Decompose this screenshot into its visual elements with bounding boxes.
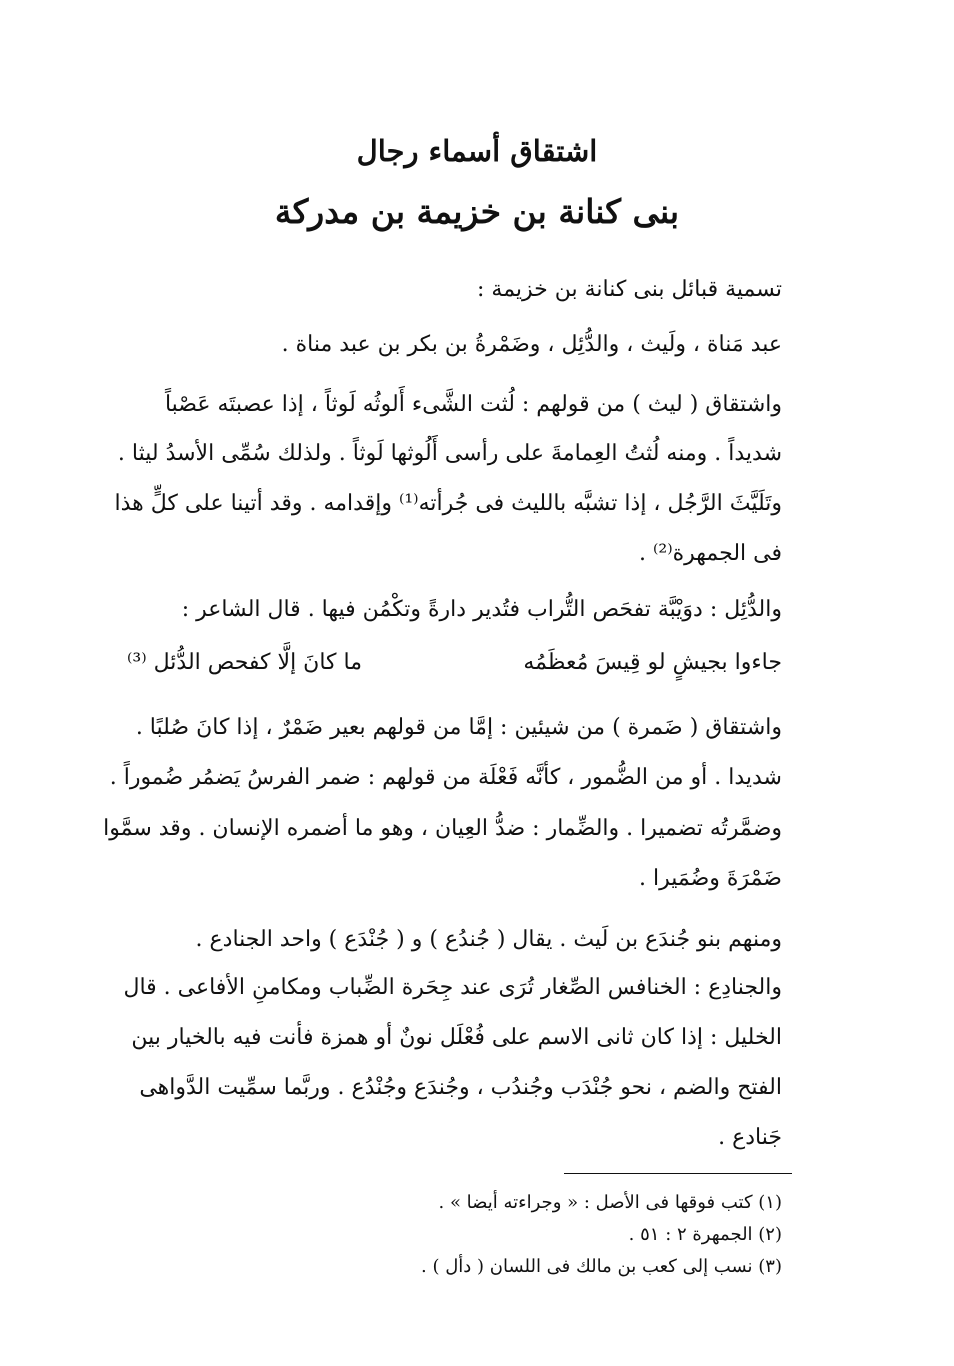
verse-hemistich: ما كانَ إلَّا كفحص الدُّئل ⁽³⁾ <box>127 650 362 675</box>
text-line: وضمَّرتُه تضميرا . والضِّمار : ضدُّ العِيان ، وهو ما أضمره الإنسان . وقد سمَّوا <box>103 816 782 841</box>
footnote: (٢) الجمهرة ٢ : ٥١ . <box>628 1224 782 1245</box>
text-line: واشتقاق ( ليث ) من قولهم : لُثت الشَّىء أَلوثُه لَوثاً ، إذا عصبتَه عَصْباً <box>164 392 782 417</box>
intro-line: تسمية قبائل بنى كنانة بن خزيمة : <box>477 277 782 302</box>
text-line: واشتقاق ( ضَمرة ) من شيئين : إمَّا من قولهم بعير ضَمْرٌ ، إذا كانَ صُلبًا . <box>135 715 782 740</box>
text-line: جَنادع . <box>718 1125 782 1150</box>
text-line: شديدا . أو من الضُّمور ، كأنَّه فَعْلَة من قولهم : ضمر الفرسُ يَضمُر ضُموراً . <box>109 765 782 790</box>
text-line: والجنادِع : الخنافس الصِّغار تُرَى عند جِحَرة الضِّباب ومكامنِ الأفاعى . قال <box>123 975 782 1000</box>
text-line: فى الجمهرة⁽²⁾ . <box>638 541 782 566</box>
verse-hemistich: جاءوا بجيشٍ لو قِيسَ مُعظَمُه <box>523 650 782 675</box>
text-line: وتَلَيَّثَ الرَّجُل ، إذا تشبَّه بالليث فى جُرأته⁽¹⁾ وإقدامه . وقد أتينا على كلٍّ هذا <box>114 491 782 516</box>
text-line: شديداً . ومنه لُثتُ العِمامةَ على رأسى أَلُوثها لَوثاً . ولذلك سُمِّى الأسدُ ليثا . <box>117 441 782 466</box>
chapter-title: اشتقاق أسماء رجال <box>356 134 598 168</box>
text-line: والدُّئِل : دوَيْبَّة تفحَص التُّراب فتُدير دارةً وتكْمُن فيها . قال الشاعر : <box>181 597 782 622</box>
footnote: (٣) نسب إلى كعب بن مالك فى اللسان ( دأل ) . <box>421 1256 782 1277</box>
poem-verse <box>127 648 782 678</box>
text-line: الخليل : إذا كان ثانى الاسم على فُعْلَل نونٌ أو همزة فأنت فيه بالخيار بين <box>131 1025 782 1050</box>
text-line: الفتح والضم ، نحو جُنْدَب وجُندُب ، وجُندَع وجُنْدُع . وربَّما سمِّيت الدَّواهى <box>139 1075 782 1100</box>
tribe-list-line: عبد مَناة ، ولَيث ، والدُّئِل ، وضَمْرةُ بن بكر بن عبد مناة . <box>281 332 782 357</box>
text-line: ضَمْرَةَ وضُمَيرا . <box>639 866 782 891</box>
footnote-divider <box>564 1173 792 1174</box>
footnote: (١) كتب فوقها فى الأصل : « وجراءته أيضا » . <box>438 1192 782 1213</box>
text-line: ومنهم بنو جُندَع بن لَيث . يقال ( جُندُع ) و ( جُنْدَع ) واحد الجنادع . <box>195 927 782 952</box>
chapter-subtitle: بنى كنانة بن خزيمة بن مدركة <box>274 192 680 231</box>
